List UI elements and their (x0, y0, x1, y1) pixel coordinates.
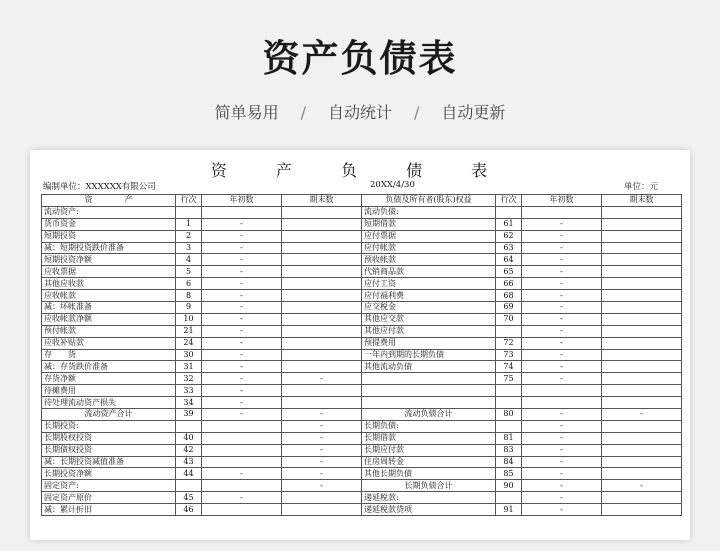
liability-ending-value (602, 313, 682, 325)
liability-item: 长期负债合计 (362, 480, 496, 492)
asset-item: 短期投资净额 (42, 254, 176, 266)
liability-ending-value (602, 420, 682, 432)
liability-beginning-value: - (522, 492, 602, 504)
tagline-item: 自动更新 (441, 103, 506, 122)
liability-item: 应付福利费 (362, 290, 496, 302)
liability-beginning-value: - (522, 409, 602, 421)
liability-line-number (496, 492, 522, 504)
liability-beginning-value: - (522, 373, 602, 385)
liability-line-number: 70 (496, 313, 522, 325)
liability-item (362, 385, 496, 397)
liability-item (362, 397, 496, 409)
asset-beginning-value (202, 456, 282, 468)
liability-item: 应付工资 (362, 278, 496, 290)
liability-item: 应付帐款 (362, 242, 496, 254)
liability-line-number (496, 385, 522, 397)
liability-line-number: 90 (496, 480, 522, 492)
liability-item: 其他流动负债 (362, 361, 496, 373)
liability-beginning-value: - (522, 337, 602, 349)
tagline-item: 简单易用 (214, 103, 279, 122)
header-cell: 资 产 (42, 195, 176, 207)
asset-beginning-value: - (202, 468, 282, 480)
liability-item: 其他应交款 (362, 313, 496, 325)
asset-beginning-value (202, 480, 282, 492)
liability-beginning-value: - (522, 468, 602, 480)
asset-item: 减：长期投资减值准备 (42, 456, 176, 468)
asset-ending-value (282, 337, 362, 349)
asset-ending-value: - (282, 373, 362, 385)
asset-item: 长期债权投资 (42, 444, 176, 456)
asset-line-number: 40 (176, 432, 202, 444)
asset-ending-value: - (282, 468, 362, 480)
liability-item: 应付票据 (362, 230, 496, 242)
table-row (42, 230, 682, 242)
asset-ending-value (282, 230, 362, 242)
liability-item (362, 373, 496, 385)
liability-line-number: 85 (496, 468, 522, 480)
asset-beginning-value: - (202, 385, 282, 397)
liability-ending-value: - (602, 480, 682, 492)
asset-beginning-value: - (202, 254, 282, 266)
asset-beginning-value: - (202, 373, 282, 385)
document-title: 资 产 负 债 表 (210, 161, 510, 180)
asset-line-number: 46 (176, 504, 202, 516)
asset-ending-value (282, 242, 362, 254)
asset-item: 减：存货跌价准备 (42, 361, 176, 373)
asset-beginning-value: - (202, 266, 282, 278)
liability-ending-value (602, 266, 682, 278)
table-row (42, 385, 682, 397)
asset-line-number (176, 206, 202, 218)
liability-ending-value (602, 361, 682, 373)
table-row (42, 313, 682, 325)
asset-item: 应收票据 (42, 266, 176, 278)
liability-line-number: 72 (496, 337, 522, 349)
asset-beginning-value: - (202, 349, 282, 361)
asset-beginning-value: - (202, 325, 282, 337)
asset-line-number: 39 (176, 409, 202, 421)
asset-item: 长期投资净额 (42, 468, 176, 480)
table-row (42, 480, 682, 492)
table-row (42, 302, 682, 314)
liability-beginning-value: - (522, 325, 602, 337)
liability-ending-value (602, 444, 682, 456)
liability-item: 其他应付款 (362, 325, 496, 337)
liability-item: 其他长期负债 (362, 468, 496, 480)
asset-ending-value (282, 302, 362, 314)
balance-sheet-table (41, 194, 682, 516)
table-row (42, 420, 682, 432)
asset-ending-value (282, 361, 362, 373)
header-cell: 期末数 (602, 195, 682, 207)
tagline-separator: / (300, 103, 306, 122)
header-cell: 年初数 (522, 195, 602, 207)
asset-ending-value (282, 397, 362, 409)
liability-line-number: 91 (496, 504, 522, 516)
liability-beginning-value (522, 206, 602, 218)
liability-item: 长期应付款 (362, 444, 496, 456)
header-cell: 负债及所有者(股东)权益 (362, 195, 496, 207)
liability-item: 住房周转金 (362, 456, 496, 468)
header-cell: 年初数 (202, 195, 282, 207)
liability-ending-value (602, 206, 682, 218)
tagline-separator: / (414, 103, 420, 122)
asset-line-number: 32 (176, 373, 202, 385)
asset-item: 固定资产原价 (42, 492, 176, 504)
liability-line-number: 80 (496, 409, 522, 421)
asset-ending-value: - (282, 420, 362, 432)
asset-line-number: 3 (176, 242, 202, 254)
asset-ending-value (282, 254, 362, 266)
liability-ending-value (602, 349, 682, 361)
asset-item: 预付帐款 (42, 325, 176, 337)
liability-line-number: 69 (496, 302, 522, 314)
hero-title: 资产负债表 (262, 37, 458, 80)
liability-ending-value (602, 302, 682, 314)
asset-beginning-value: - (202, 492, 282, 504)
liability-line-number (496, 206, 522, 218)
table-row (42, 361, 682, 373)
liability-beginning-value: - (522, 266, 602, 278)
liability-ending-value: - (602, 409, 682, 421)
table-row (42, 266, 682, 278)
table-row (42, 278, 682, 290)
liability-line-number: 84 (496, 456, 522, 468)
table-row (42, 242, 682, 254)
asset-item: 其他应收款 (42, 278, 176, 290)
liability-beginning-value: - (522, 313, 602, 325)
table-row (42, 254, 682, 266)
liability-line-number: 66 (496, 278, 522, 290)
liability-line-number: 64 (496, 254, 522, 266)
asset-beginning-value (202, 420, 282, 432)
liability-line-number: 68 (496, 290, 522, 302)
liability-beginning-value: - (522, 302, 602, 314)
asset-ending-value: - (282, 456, 362, 468)
asset-item: 流动资产合计 (42, 409, 176, 421)
table-row (42, 373, 682, 385)
asset-item: 长期投资: (42, 420, 176, 432)
asset-item: 应收帐款 (42, 290, 176, 302)
asset-item: 长期股权投资 (42, 432, 176, 444)
table-row (42, 349, 682, 361)
liability-line-number: 83 (496, 444, 522, 456)
asset-line-number: 43 (176, 456, 202, 468)
table-row (42, 206, 682, 218)
asset-item: 待处理流动资产损失 (42, 397, 176, 409)
asset-beginning-value (202, 504, 282, 516)
header-cell: 行次 (496, 195, 522, 207)
header-cell: 行次 (176, 195, 202, 207)
asset-beginning-value: - (202, 302, 282, 314)
asset-item: 应收帐款净额 (42, 313, 176, 325)
asset-ending-value (282, 349, 362, 361)
asset-line-number: 44 (176, 468, 202, 480)
asset-beginning-value: - (202, 337, 282, 349)
liability-beginning-value: - (522, 242, 602, 254)
asset-item: 减：短期投资跌价准备 (42, 242, 176, 254)
liability-line-number: 65 (496, 266, 522, 278)
liability-ending-value (602, 373, 682, 385)
liability-line-number: 63 (496, 242, 522, 254)
asset-ending-value: - (282, 432, 362, 444)
liability-ending-value (602, 456, 682, 468)
company-label: 编制单位：XXXXXX有限公司 (43, 182, 156, 192)
table-row (42, 218, 682, 230)
asset-beginning-value (202, 444, 282, 456)
liability-ending-value (602, 468, 682, 480)
liability-item: 流动负债合计 (362, 409, 496, 421)
liability-ending-value (602, 230, 682, 242)
asset-line-number: 45 (176, 492, 202, 504)
asset-line-number: 21 (176, 325, 202, 337)
asset-ending-value (282, 313, 362, 325)
liability-beginning-value: - (522, 420, 602, 432)
asset-beginning-value (202, 206, 282, 218)
asset-ending-value (282, 278, 362, 290)
table-row (42, 290, 682, 302)
asset-item: 固定资产: (42, 480, 176, 492)
liability-line-number: 73 (496, 349, 522, 361)
table-row (42, 432, 682, 444)
asset-beginning-value: - (202, 397, 282, 409)
liability-beginning-value: - (522, 230, 602, 242)
report-date: 20XX/4/30 (370, 180, 415, 190)
asset-beginning-value: - (202, 230, 282, 242)
feature-tagline (0, 100, 720, 123)
asset-line-number: 31 (176, 361, 202, 373)
asset-ending-value (282, 492, 362, 504)
table-header-row (42, 195, 682, 207)
liability-ending-value (602, 385, 682, 397)
liability-line-number (496, 397, 522, 409)
liability-ending-value (602, 397, 682, 409)
asset-item: 减：累计折旧 (42, 504, 176, 516)
asset-item: 待摊费用 (42, 385, 176, 397)
liability-ending-value (602, 242, 682, 254)
asset-line-number: 2 (176, 230, 202, 242)
liability-beginning-value: - (522, 432, 602, 444)
liability-ending-value (602, 278, 682, 290)
asset-ending-value: - (282, 409, 362, 421)
asset-line-number: 30 (176, 349, 202, 361)
liability-ending-value (602, 254, 682, 266)
liability-beginning-value: - (522, 349, 602, 361)
liability-beginning-value: - (522, 444, 602, 456)
asset-line-number: 42 (176, 444, 202, 456)
liability-beginning-value: - (522, 278, 602, 290)
liability-item: 预收帐款 (362, 254, 496, 266)
liability-ending-value (602, 218, 682, 230)
asset-item: 存 货 (42, 349, 176, 361)
liability-item: 预提费用 (362, 337, 496, 349)
liability-item: 长期负债: (362, 420, 496, 432)
asset-item: 应收补贴款 (42, 337, 176, 349)
liability-line-number: 62 (496, 230, 522, 242)
liability-item: 代销商品款 (362, 266, 496, 278)
asset-ending-value: - (282, 480, 362, 492)
asset-beginning-value: - (202, 278, 282, 290)
asset-line-number: 34 (176, 397, 202, 409)
asset-ending-value (282, 325, 362, 337)
liability-ending-value (602, 432, 682, 444)
asset-beginning-value: - (202, 290, 282, 302)
table-row (42, 468, 682, 480)
asset-line-number: 10 (176, 313, 202, 325)
table-row (42, 409, 682, 421)
liability-line-number (496, 420, 522, 432)
asset-line-number: 9 (176, 302, 202, 314)
asset-line-number: 33 (176, 385, 202, 397)
liability-line-number: 81 (496, 432, 522, 444)
liability-beginning-value (522, 385, 602, 397)
liability-beginning-value: - (522, 218, 602, 230)
asset-item: 存货净额 (42, 373, 176, 385)
liability-ending-value (602, 325, 682, 337)
table-row (42, 397, 682, 409)
asset-line-number: 8 (176, 290, 202, 302)
liability-item: 长期借款 (362, 432, 496, 444)
asset-beginning-value: - (202, 409, 282, 421)
asset-ending-value (282, 218, 362, 230)
liability-beginning-value: - (522, 254, 602, 266)
liability-beginning-value: - (522, 290, 602, 302)
liability-beginning-value (522, 397, 602, 409)
liability-ending-value (602, 337, 682, 349)
liability-item: 应交税金 (362, 302, 496, 314)
liability-line-number: 61 (496, 218, 522, 230)
asset-ending-value (282, 206, 362, 218)
currency-unit: 单位：元 (623, 182, 658, 192)
liability-line-number (496, 325, 522, 337)
header-cell: 期末数 (282, 195, 362, 207)
table-row (42, 492, 682, 504)
asset-beginning-value: - (202, 242, 282, 254)
asset-ending-value (282, 504, 362, 516)
asset-beginning-value: - (202, 361, 282, 373)
asset-line-number (176, 420, 202, 432)
asset-beginning-value (202, 432, 282, 444)
liability-beginning-value: - (522, 504, 602, 516)
liability-beginning-value: - (522, 480, 602, 492)
liability-ending-value (602, 492, 682, 504)
liability-item: 短期借款 (362, 218, 496, 230)
balance-sheet-document (30, 150, 690, 540)
asset-item: 减：坏帐准备 (42, 302, 176, 314)
asset-line-number: 4 (176, 254, 202, 266)
asset-ending-value (282, 290, 362, 302)
asset-item: 短期投资 (42, 230, 176, 242)
liability-item: 流动负债: (362, 206, 496, 218)
table-row (42, 325, 682, 337)
liability-ending-value (602, 504, 682, 516)
liability-line-number: 74 (496, 361, 522, 373)
liability-item: 递延税款贷项 (362, 504, 496, 516)
asset-line-number: 6 (176, 278, 202, 290)
liability-ending-value (602, 290, 682, 302)
table-row (42, 337, 682, 349)
table-row (42, 444, 682, 456)
liability-beginning-value: - (522, 456, 602, 468)
liability-item: 递延税款: (362, 492, 496, 504)
asset-ending-value (282, 385, 362, 397)
asset-line-number: 24 (176, 337, 202, 349)
liability-beginning-value: - (522, 361, 602, 373)
asset-line-number: 5 (176, 266, 202, 278)
asset-beginning-value: - (202, 218, 282, 230)
table-row (42, 504, 682, 516)
liability-line-number: 75 (496, 373, 522, 385)
asset-ending-value (282, 266, 362, 278)
table-row (42, 456, 682, 468)
asset-item: 流动资产: (42, 206, 176, 218)
asset-line-number: 1 (176, 218, 202, 230)
liability-item: 一年内到期的长期负债 (362, 349, 496, 361)
asset-line-number (176, 480, 202, 492)
asset-beginning-value: - (202, 313, 282, 325)
asset-item: 货币资金 (42, 218, 176, 230)
tagline-item: 自动统计 (327, 103, 392, 122)
asset-ending-value: - (282, 444, 362, 456)
